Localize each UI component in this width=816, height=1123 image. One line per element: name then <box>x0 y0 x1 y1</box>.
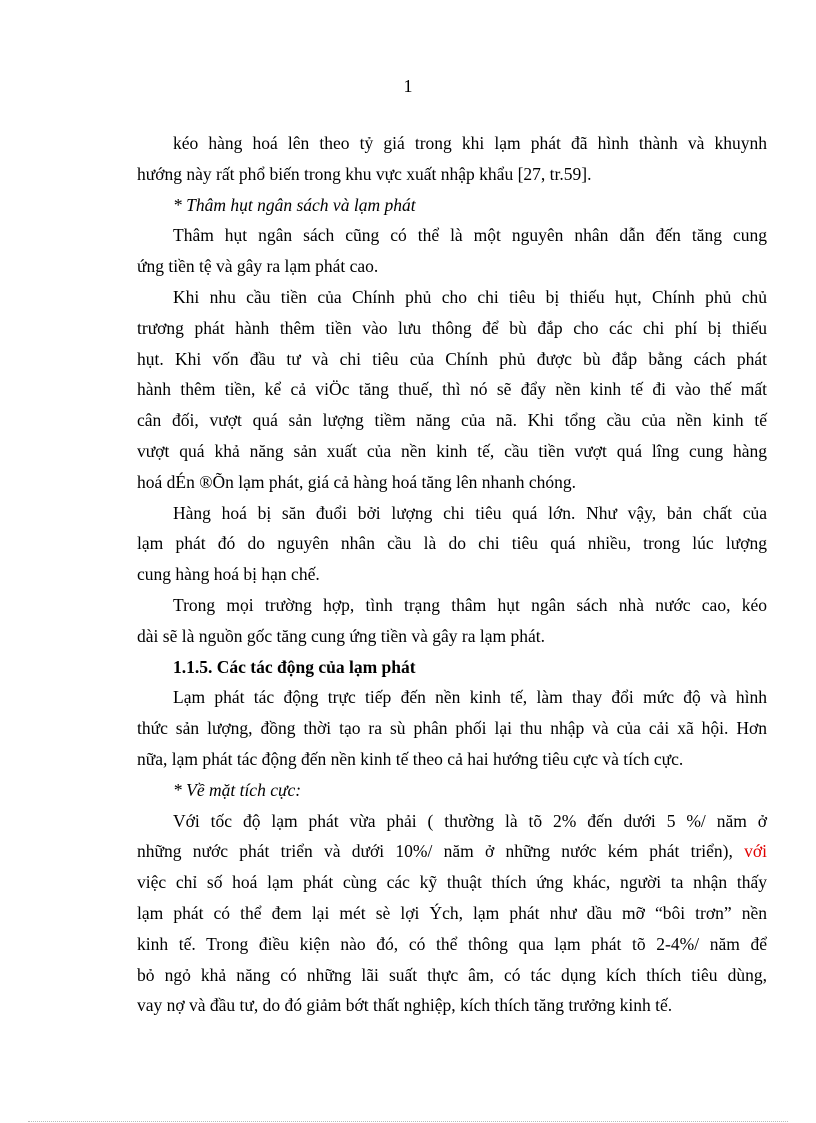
page-bottom-divider <box>28 1121 788 1122</box>
line-text: kéo hàng hoá lên theo tỷ giá trong khi lạm phát đã hình thành và khuynh <box>173 133 767 153</box>
line-text: Lạm phát tác động trực tiếp đến nền kinh tế, làm thay đổi mức độ và hình <box>173 687 767 708</box>
highlighted-word: với <box>744 841 767 862</box>
line-text: * Về mặt tích cực: <box>173 779 302 800</box>
line-text: vay nợ và đầu tư, do đó giảm bớt thất nghiệp, kích thích tăng trưởng kinh tế. <box>137 995 673 1016</box>
line-text: cân đối, vượt quá sản lượng tiềm năng của nã. Khi tổng cầu của nền kinh tế <box>137 410 767 431</box>
line-text: những nước phát triển và dưới 10%/ năm ở những nước kém phát triển), <box>137 841 733 862</box>
line-text: bỏ ngỏ khả năng có những lãi suất thực âm, có tác dụng kích thích tiêu dùng, <box>137 964 767 985</box>
line-text: 1.1.5. Các tác động của lạm phát <box>173 656 416 677</box>
line-text: thức sản lượng, đồng thời tạo ra sù phân phối lại thu nhập và của cải xã hội. Hơn <box>137 718 767 739</box>
line-text: dài sẽ là nguồn gốc tăng cung ứng tiền và gây ra lạm phát. <box>137 625 545 646</box>
line-text: lạm phát đó do nguyên nhân cầu là do chi tiêu quá nhiều, trong lúc lượng <box>137 533 767 554</box>
text-line <box>137 313 767 344</box>
page-number: 1 <box>403 76 413 96</box>
text-line <box>137 498 767 529</box>
text-line <box>137 282 767 313</box>
text-line <box>137 128 767 159</box>
document-body <box>137 128 767 1021</box>
text-line <box>137 867 767 898</box>
line-text: Hàng hoá bị săn đuổi bởi lượng chi tiêu quá lớn. Như vậy, bản chất của <box>173 502 767 523</box>
section-heading <box>137 652 767 683</box>
line-text: * Thâm hụt ngân sách và lạm phát <box>173 194 416 215</box>
line-text: Trong mọi trường hợp, tình trạng thâm hụt ngân sách nhà nước cao, kéo <box>173 594 767 615</box>
line-text: Khi nhu cầu tiền của Chính phủ cho chi tiêu bị thiếu hụt, Chính phủ chủ <box>173 286 767 307</box>
line-text: hụt. Khi vốn đầu tư và chi tiêu của Chính phủ được bù đắp bằng cách phát <box>137 348 767 369</box>
text-line <box>137 467 767 498</box>
line-text: kinh tế. Trong điều kiện nào đó, có thể thông qua lạm phát tõ 2-4%/ năm để <box>137 933 767 954</box>
line-text: việc chỉ số hoá lạm phát cùng các kỹ thuật thích ứng khác, người ta nhận thấy <box>137 872 767 893</box>
line-text: Thâm hụt ngân sách cũng có thể là một nguyên nhân dẫn đến tăng cung <box>173 225 767 246</box>
text-line <box>137 159 767 190</box>
line-text: hướng này rất phổ biến trong khu vực xuất nhập khẩu [27, tr.59]. <box>137 163 592 184</box>
line-text: nữa, lạm phát tác động đến nền kinh tế theo cả hai hướng tiêu cực và tích cực. <box>137 748 684 769</box>
text-line <box>137 929 767 960</box>
line-text: hoá dÉn ®Õn lạm phát, giá cả hàng hoá tăng lên nhanh chóng. <box>137 471 577 492</box>
line-text: trương phát hành thêm tiền vào lưu thông để bù đắp cho các chi phí bị thiếu <box>137 317 767 338</box>
line-text: hành thêm tiền, kể cả viÖc tăng thuế, thì nó sẽ đẩy nền kinh tế đi vào thế mất <box>137 379 767 400</box>
text-line <box>137 960 767 991</box>
line-text: ứng tiền tệ và gây ra lạm phát cao. <box>137 256 379 277</box>
text-line <box>137 374 767 405</box>
text-line <box>137 713 767 744</box>
text-line <box>137 344 767 375</box>
line-text: Với tốc độ lạm phát vừa phải ( thường là tõ 2% đến dưới 5 %/ năm ở <box>173 810 767 831</box>
text-line <box>137 682 767 713</box>
subsection-heading <box>137 775 767 806</box>
line-text: vượt quá khả năng sản xuất của nền kinh tế, cầu tiền vượt quá lîng cung hàng <box>137 440 767 461</box>
line-text: cung hàng hoá bị hạn chế. <box>137 564 320 585</box>
text-line <box>137 621 767 652</box>
text-line <box>137 836 767 867</box>
text-line <box>137 559 767 590</box>
text-line <box>137 590 767 621</box>
text-line <box>137 806 767 837</box>
subsection-heading <box>137 190 767 221</box>
text-line <box>137 898 767 929</box>
line-text: lạm phát có thể đem lại mét sè lợi Ých, lạm phát như dầu mỡ “bôi trơn” nền <box>137 902 767 923</box>
text-line <box>137 990 767 1021</box>
text-line <box>137 744 767 775</box>
text-line <box>137 220 767 251</box>
text-line <box>137 251 767 282</box>
text-line <box>137 405 767 436</box>
text-line <box>137 528 767 559</box>
text-line <box>137 436 767 467</box>
